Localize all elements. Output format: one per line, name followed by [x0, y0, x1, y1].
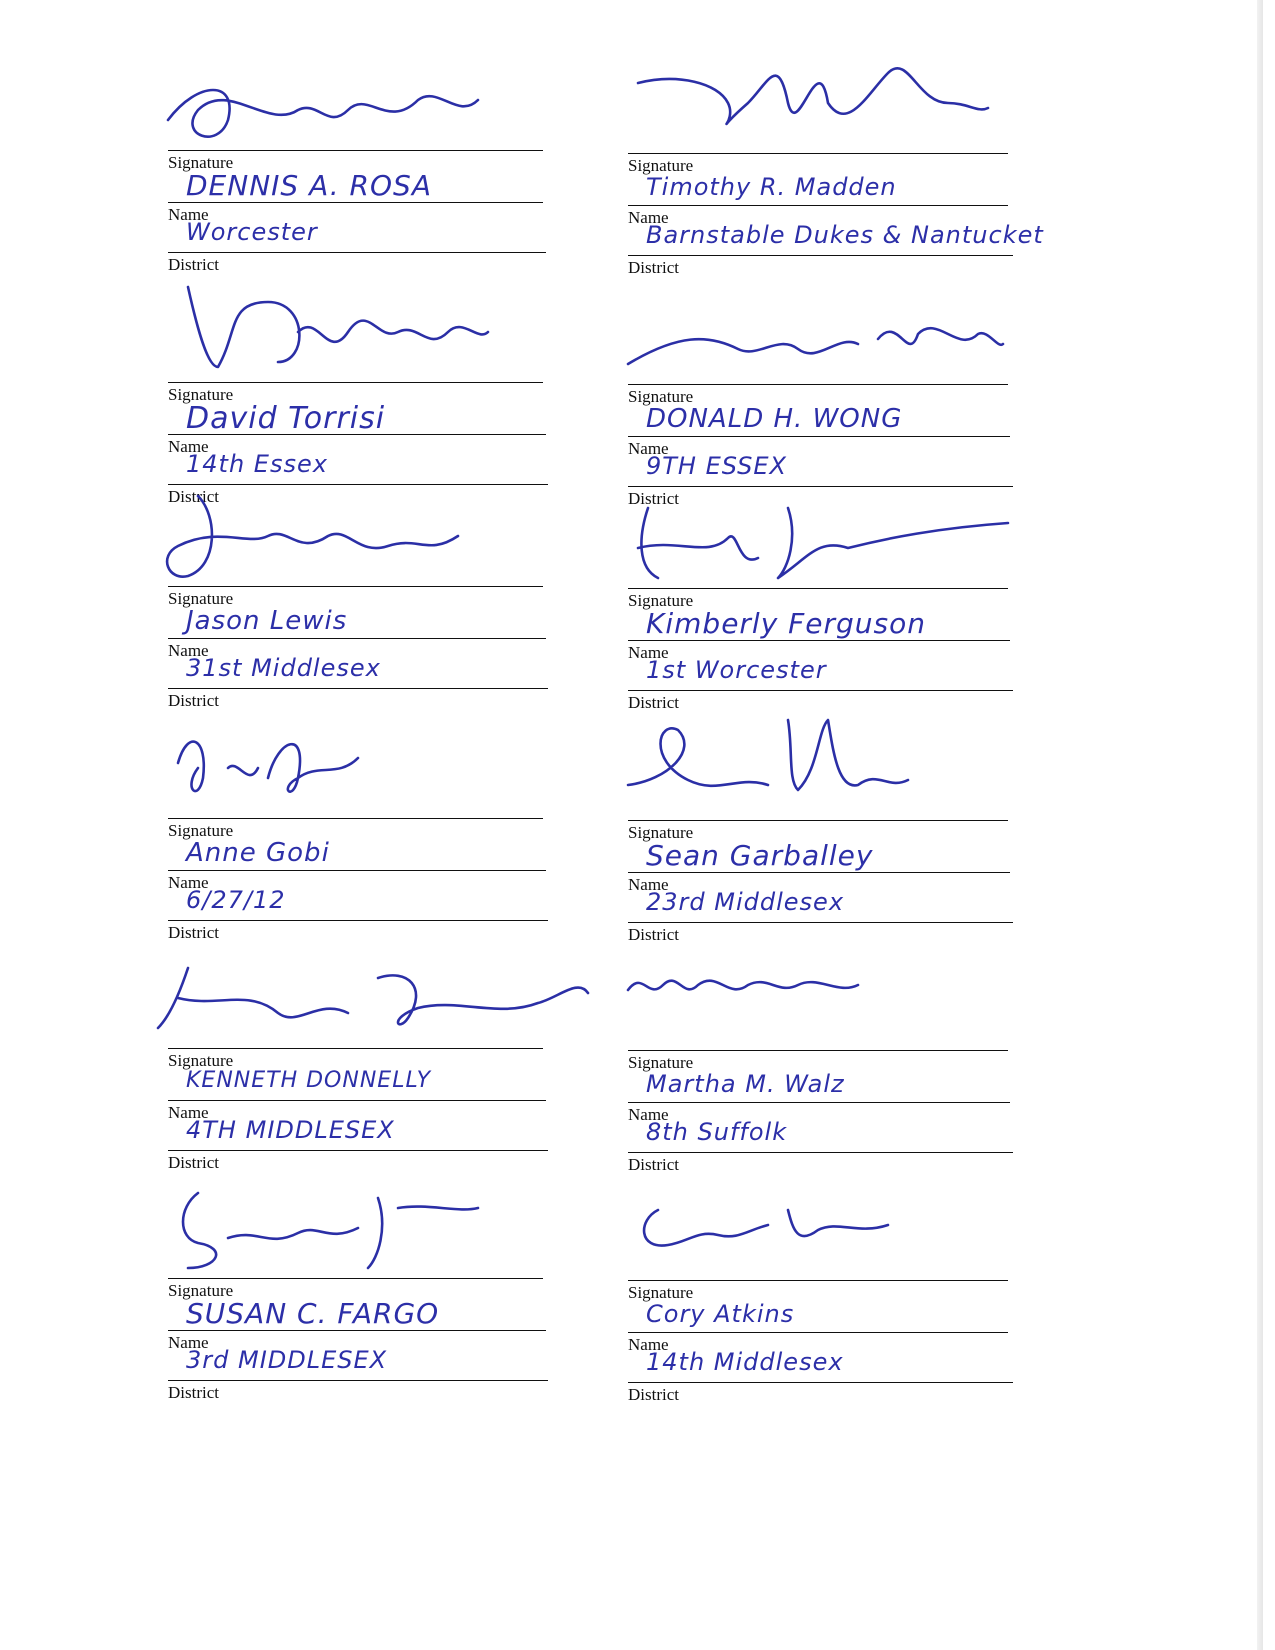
signature-block — [168, 302, 568, 532]
district-label: District — [168, 487, 219, 506]
district-line — [628, 1152, 1013, 1153]
district-value: 8th Suffolk — [646, 1118, 788, 1146]
signature-label: Signature — [628, 1283, 694, 1302]
signature-block — [628, 508, 1028, 738]
name-line — [628, 436, 1010, 437]
signature-block — [168, 968, 568, 1198]
printed-name: Jason Lewis — [186, 606, 348, 636]
district-label: District — [628, 1155, 679, 1174]
printed-name: David Torrisi — [186, 401, 386, 436]
name-label: Name — [168, 437, 209, 456]
signature-line — [168, 382, 543, 383]
printed-name: Cory Atkins — [646, 1300, 795, 1328]
district-label: District — [628, 925, 679, 944]
signature-line — [168, 818, 543, 819]
printed-name: DONALD H. WONG — [646, 404, 903, 434]
handwritten-signature — [138, 0, 598, 170]
district-line — [168, 920, 548, 921]
signature-block — [168, 1198, 568, 1428]
page-edge-shadow — [1257, 0, 1263, 1650]
signature-line — [628, 1050, 1008, 1051]
signature-label: Signature — [628, 823, 694, 842]
name-label: Name — [628, 208, 669, 227]
name-label: Name — [628, 643, 669, 662]
printed-name: Anne Gobi — [186, 838, 330, 868]
printed-name: Timothy R. Madden — [646, 173, 897, 201]
name-line — [628, 640, 1010, 641]
signature-line — [628, 153, 1008, 154]
district-label: District — [628, 489, 679, 508]
district-value: Barnstable Dukes & Nantucket — [646, 221, 1044, 249]
signature-block — [628, 73, 1044, 303]
district-value: 9TH ESSEX — [646, 452, 787, 480]
signature-label: Signature — [628, 387, 694, 406]
signature-line — [168, 1278, 543, 1279]
signature-line — [628, 820, 1008, 821]
district-value: 31st Middlesex — [186, 654, 381, 682]
name-line — [168, 638, 546, 639]
signature-label: Signature — [168, 589, 234, 608]
signature-label: Signature — [628, 1053, 694, 1072]
district-value: 1st Worcester — [646, 656, 827, 684]
printed-name: KENNETH DONNELLY — [186, 1068, 432, 1093]
signature-block — [628, 304, 1028, 534]
district-line — [168, 252, 546, 253]
printed-name: Sean Garballey — [646, 839, 874, 872]
signature-block — [628, 740, 1028, 970]
signature-block — [628, 970, 1028, 1200]
signature-label: Signature — [168, 1051, 234, 1070]
printed-name: Kimberly Ferguson — [646, 607, 927, 640]
name-label: Name — [168, 641, 209, 660]
district-line — [628, 1382, 1013, 1383]
signature-label: Signature — [628, 591, 694, 610]
name-line — [168, 1330, 546, 1331]
district-value: 6/27/12 — [186, 886, 286, 914]
district-line — [168, 1380, 548, 1381]
district-line — [168, 1150, 548, 1151]
signature-block — [168, 506, 568, 736]
signature-label: Signature — [168, 385, 234, 404]
name-line — [628, 872, 1010, 873]
signature-label: Signature — [168, 821, 234, 840]
district-label: District — [628, 258, 679, 277]
signature-line — [628, 1280, 1008, 1281]
signature-label: Signature — [168, 153, 234, 172]
district-line — [628, 255, 1013, 256]
name-label: Name — [168, 1333, 209, 1352]
district-label: District — [168, 1383, 219, 1402]
printed-name: SUSAN C. FARGO — [186, 1297, 440, 1330]
name-label: Name — [628, 875, 669, 894]
district-label: District — [168, 1153, 219, 1172]
name-label: Name — [628, 439, 669, 458]
printed-name: DENNIS A. ROSA — [186, 169, 432, 202]
name-line — [168, 1100, 546, 1101]
district-value: 4TH MIDDLESEX — [186, 1116, 395, 1144]
signature-line — [628, 588, 1008, 589]
district-label: District — [168, 691, 219, 710]
district-value: 14th Essex — [186, 450, 328, 478]
signature-block — [168, 70, 568, 300]
name-label: Name — [628, 1105, 669, 1124]
signature-line — [168, 586, 543, 587]
district-label: District — [168, 923, 219, 942]
name-label: Name — [168, 205, 209, 224]
district-label: District — [168, 255, 219, 274]
name-line — [628, 1332, 1008, 1333]
signature-label: Signature — [168, 1281, 234, 1300]
district-line — [628, 922, 1013, 923]
district-value: 3rd MIDDLESEX — [186, 1346, 388, 1374]
signature-line — [168, 150, 543, 151]
name-line — [168, 870, 546, 871]
district-value: 23rd Middlesex — [646, 888, 845, 916]
signature-line — [628, 384, 1008, 385]
printed-name: Martha M. Walz — [646, 1070, 845, 1098]
name-line — [168, 434, 546, 435]
district-line — [168, 688, 548, 689]
handwritten-signature — [598, 3, 1058, 173]
name-label: Name — [168, 873, 209, 892]
name-label: Name — [168, 1103, 209, 1122]
district-value: Worcester — [186, 218, 318, 246]
district-line — [168, 484, 548, 485]
district-value: 14th Middlesex — [646, 1348, 844, 1376]
district-line — [628, 690, 1013, 691]
signature-label: Signature — [628, 156, 694, 175]
district-label: District — [628, 1385, 679, 1404]
name-line — [628, 205, 1008, 206]
district-line — [628, 486, 1013, 487]
name-line — [168, 202, 543, 203]
district-label: District — [628, 693, 679, 712]
signature-block — [628, 1200, 1028, 1430]
signature-block — [168, 738, 568, 968]
name-label: Name — [628, 1335, 669, 1354]
name-line — [628, 1102, 1010, 1103]
signature-line — [168, 1048, 543, 1049]
